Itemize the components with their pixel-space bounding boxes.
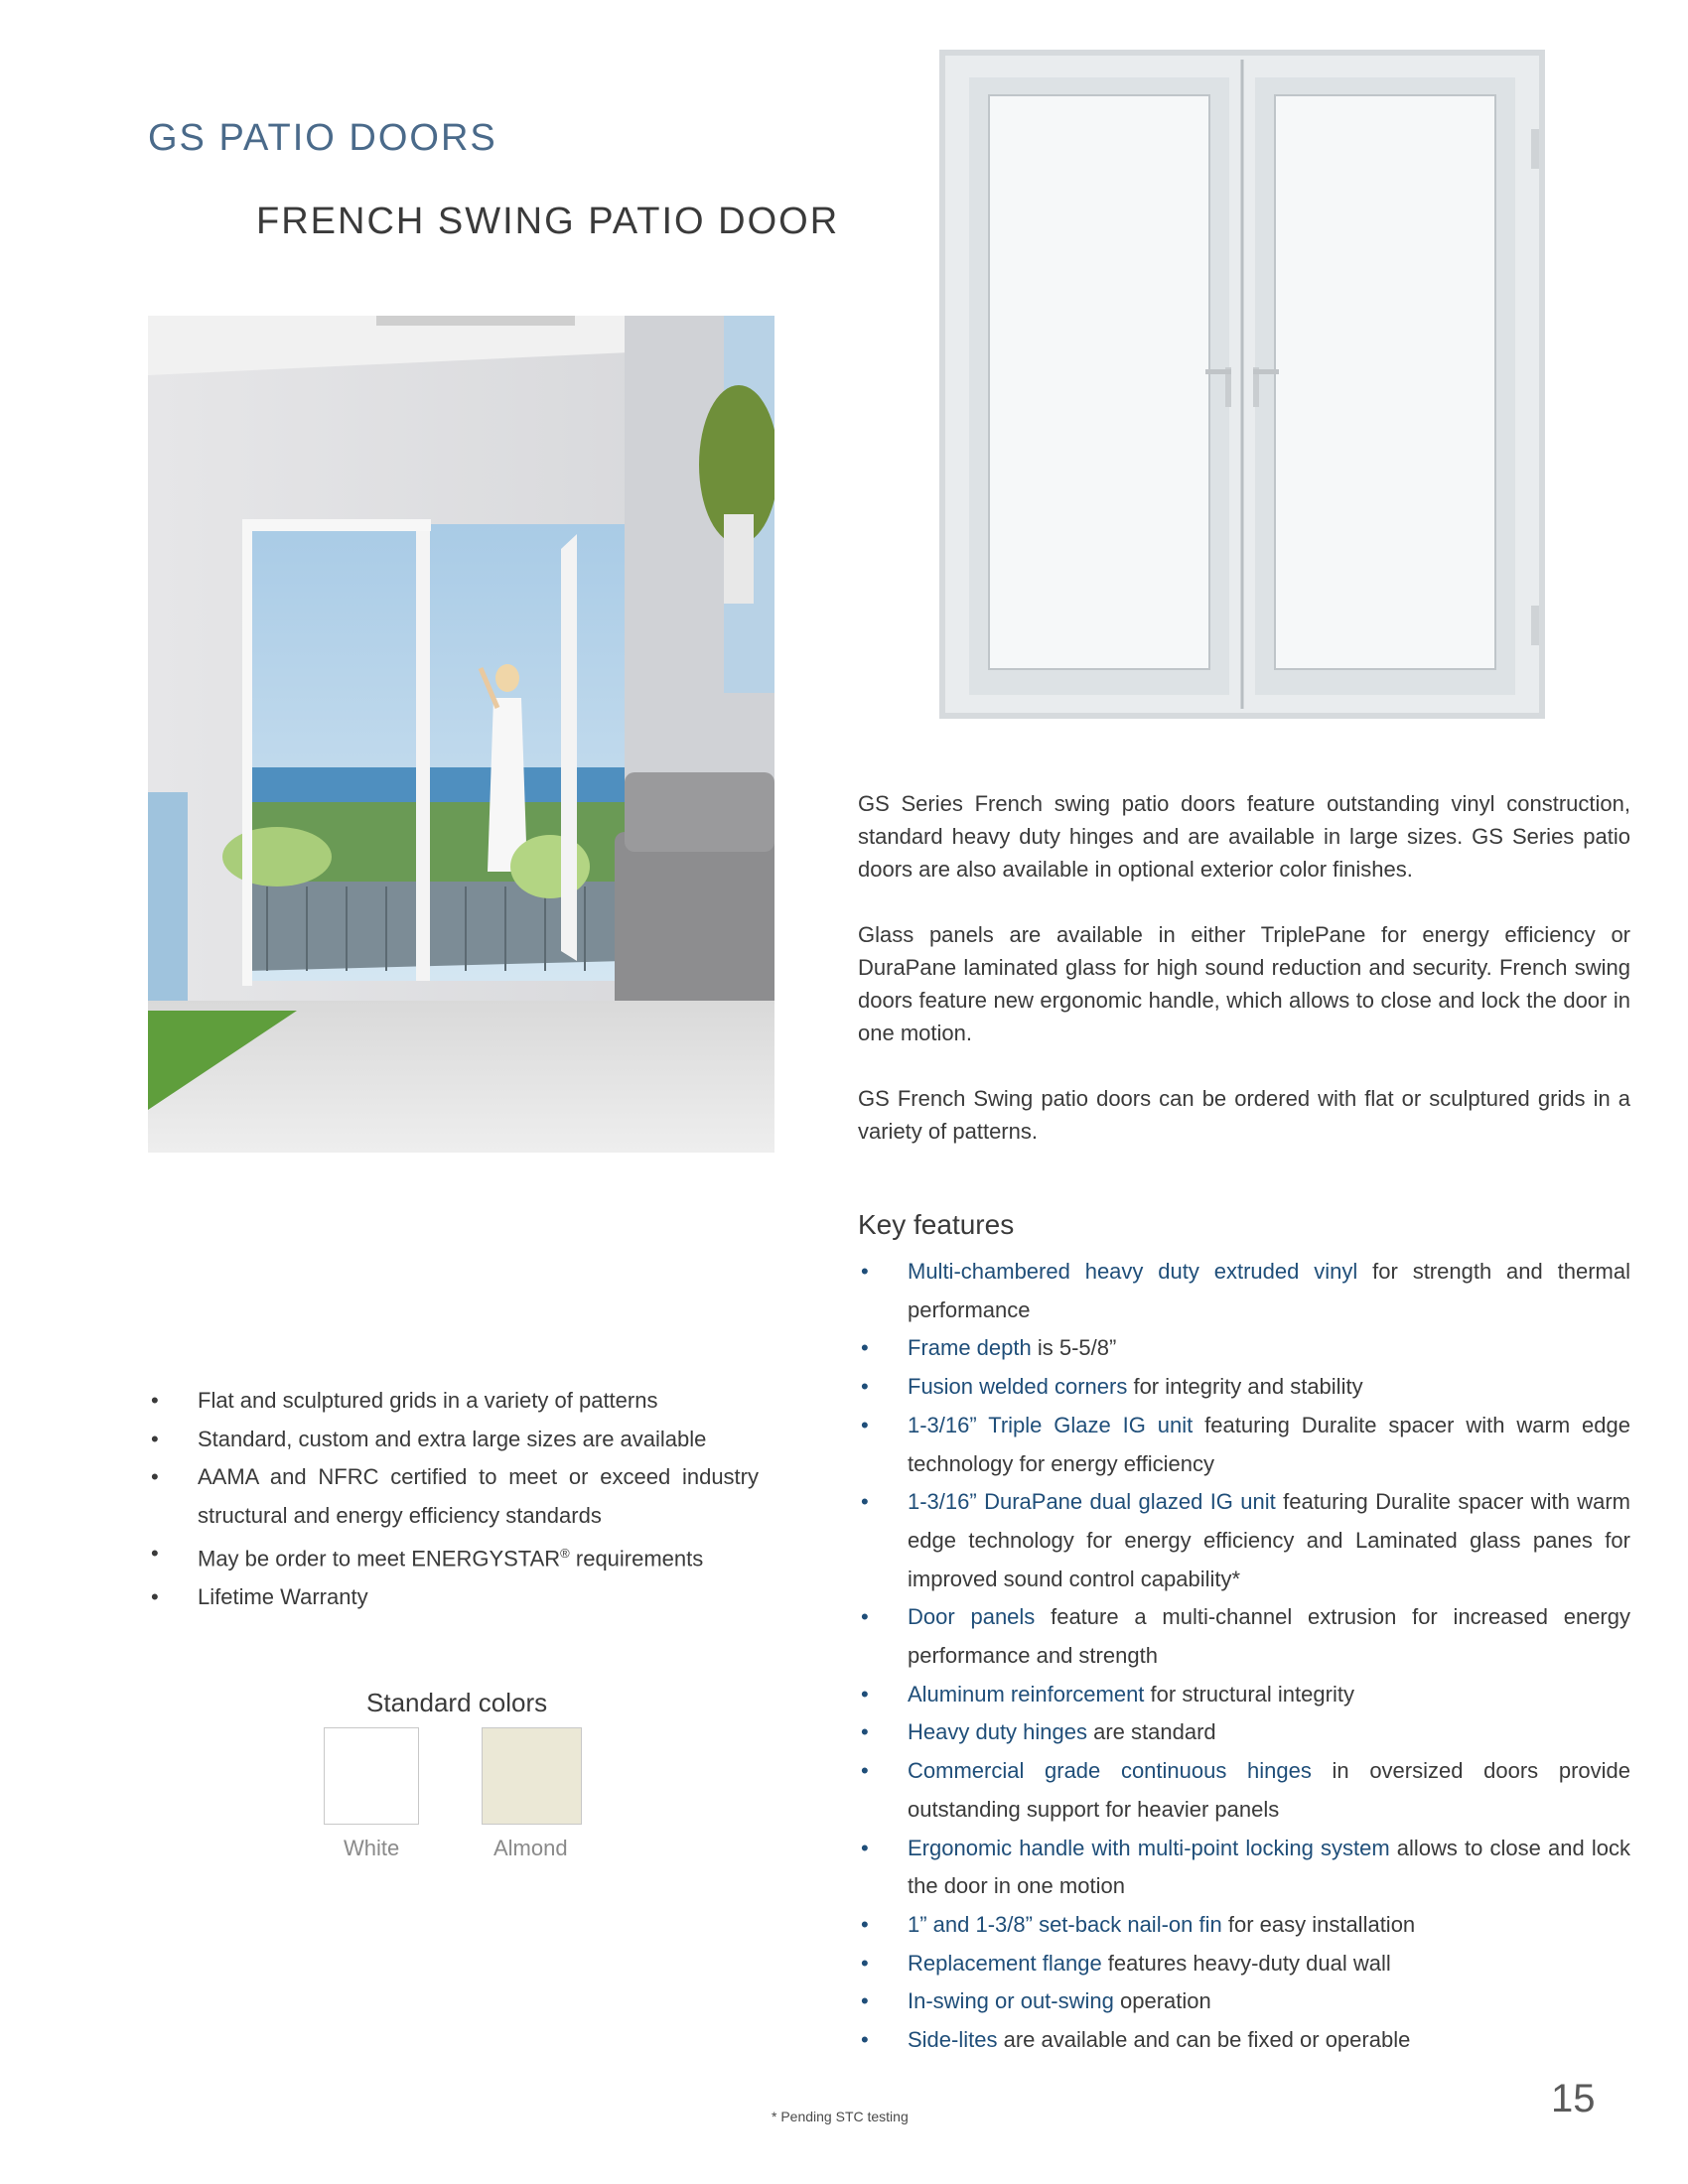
feature-text: for strength and thermal performance [908, 1259, 1630, 1322]
page-number: 15 [1551, 2077, 1596, 2120]
feature-text: for easy installation [1221, 1911, 1416, 1937]
feature-text: in oversized doors provide outstanding support for heavier panels [908, 1758, 1630, 1822]
list-item: • Flat and sculptured grids in a variety of patterns [148, 1382, 759, 1421]
feature-highlight: In-swing or out-swing [908, 1988, 1114, 2014]
feature-text: are available and can be fixed or operable [997, 2027, 1411, 2053]
feature-text: are standard [1087, 1719, 1216, 1745]
list-item [858, 1676, 1630, 1714]
list-item [858, 1945, 1630, 1983]
description-paragraph: GS French Swing patio doors can be ordered with flat or sculptured grids in a variety of patterns. [858, 1086, 1630, 1144]
list-item: • Lifetime Warranty [148, 1578, 759, 1617]
energystar-text: May be order to meet ENERGYSTAR [198, 1546, 561, 1571]
list-item [858, 1368, 1630, 1407]
footnote: * Pending STC testing [772, 2109, 909, 2124]
feature-highlight: Fusion welded corners [908, 1374, 1128, 1400]
description [858, 787, 1630, 1180]
feature-highlight: Commercial grade continuous hinges [908, 1758, 1312, 1784]
color-label-white: White [344, 1836, 400, 1860]
feature-highlight: Door panels [908, 1604, 1036, 1630]
list-item: • AAMA and NFRC certified to meet or exceed industry structural and energy efficiency standards [148, 1458, 759, 1535]
feature-highlight: Multi-chambered heavy duty extruded vinyl [908, 1259, 1358, 1284]
list-item: • Standard, custom and extra large sizes are available [148, 1421, 759, 1459]
list-item [858, 2021, 1630, 2060]
list-item [858, 1407, 1630, 1483]
list-item [858, 1713, 1630, 1752]
feature-text: for structural integrity [1144, 1681, 1354, 1706]
product-title: FRENCH SWING PATIO DOOR [256, 201, 840, 242]
energystar-tail: requirements [569, 1546, 704, 1571]
list-item [148, 1535, 759, 1578]
section-title: GS PATIO DOORS [148, 117, 497, 159]
feature-highlight: 1-3/16” DuraPane dual glazed IG unit [908, 1489, 1276, 1515]
other-features-list [148, 1382, 759, 1616]
description-paragraph: GS Series French swing patio doors feature outstanding vinyl construction, standard heavy duty hinges and are available in large sizes. GS Series patio doors are also available in optional exterior color finishes. [858, 791, 1630, 882]
feature-highlight: 1” and 1-3/8” set-back nail-on fin [908, 1911, 1222, 1937]
interior-photo [148, 316, 774, 1153]
description-paragraph: Glass panels are available in either TriplePane for energy efficiency or DuraPane laminated glass for high sound reduction and security. French swing doors feature new ergonomic handle, which allows to close and lock the door in one motion. [858, 922, 1630, 1045]
list-item [858, 1906, 1630, 1945]
feature-highlight: 1-3/16” Triple Glaze IG unit [908, 1412, 1194, 1437]
color-swatch-almond [482, 1727, 582, 1825]
list-item [858, 1982, 1630, 2021]
list-item [858, 1598, 1630, 1675]
feature-text: operation [1113, 1988, 1211, 2014]
standard-colors-heading: Standard colors [366, 1688, 548, 1717]
feature-text: featuring Duralite spacer with warm edge technology for energy efficiency and Laminated glass panes for improved sound control capability* [908, 1489, 1630, 1591]
feature-highlight: Replacement flange [908, 1950, 1102, 1976]
feature-text: allows to close and lock the door in one motion [908, 1835, 1630, 1899]
feature-text: featuring Duralite spacer with warm edge technology for energy efficiency [908, 1412, 1630, 1476]
feature-text: features heavy-duty dual wall [1101, 1950, 1391, 1976]
color-swatch-white [324, 1727, 419, 1825]
feature-text: is 5-5/8” [1031, 1335, 1117, 1361]
list-item [858, 1752, 1630, 1829]
feature-text: for integrity and stability [1127, 1374, 1363, 1400]
feature-highlight: Aluminum reinforcement [908, 1681, 1145, 1706]
list-item [858, 1253, 1630, 1329]
feature-highlight: Side-lites [908, 2027, 998, 2053]
french-door-product-image [939, 50, 1545, 719]
key-features-list [858, 1253, 1630, 2060]
feature-highlight: Ergonomic handle with multi-point locking system [908, 1835, 1390, 1860]
key-features-heading: Key features [858, 1209, 1015, 1240]
feature-highlight: Frame depth [908, 1335, 1032, 1361]
feature-text: feature a multi-channel extrusion for increased energy performance and strength [908, 1604, 1630, 1669]
registered-mark: ® [560, 1546, 570, 1561]
list-item [858, 1329, 1630, 1368]
list-item [858, 1483, 1630, 1598]
color-label-almond: Almond [493, 1836, 568, 1860]
feature-highlight: Heavy duty hinges [908, 1719, 1087, 1745]
list-item [858, 1830, 1630, 1906]
